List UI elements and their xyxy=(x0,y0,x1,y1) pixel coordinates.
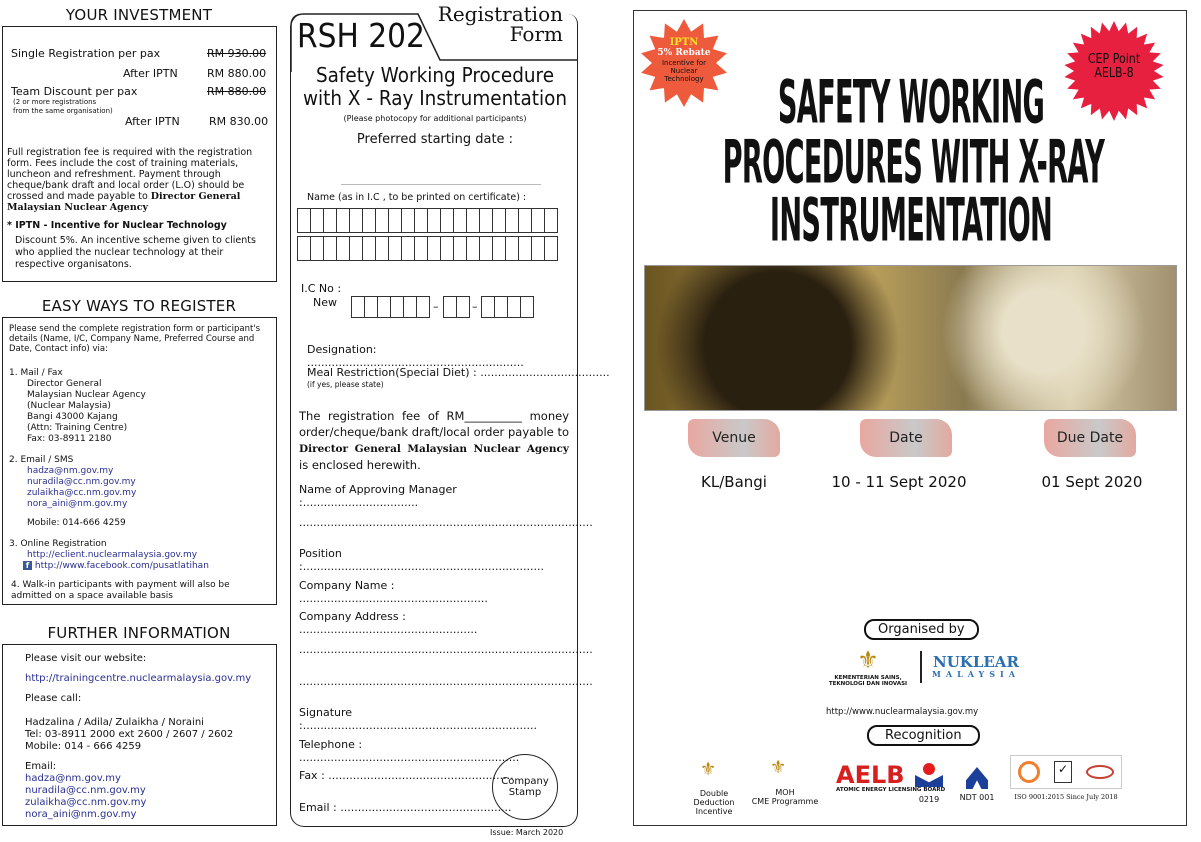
char-box[interactable] xyxy=(440,208,454,233)
mail-title: 1. Mail / Fax xyxy=(9,368,63,378)
recognition-label: Recognition xyxy=(867,725,980,746)
char-box[interactable] xyxy=(362,236,376,261)
ic-field-part-1[interactable] xyxy=(351,296,429,318)
email-label: Email: xyxy=(25,761,57,772)
iptn-text: Discount 5%. An incentive scheme given to clients who applied the nuclear technology at their respective organisatons. xyxy=(15,235,256,270)
company-name-field[interactable]: Company Name : ...................................................... xyxy=(299,579,488,605)
contact-names: Hadzalina / Adila/ Zulaikha / Noraini xyxy=(25,717,204,728)
ic-new-label: New xyxy=(313,296,337,309)
team-note: (2 or more registrations xyxy=(13,98,97,106)
fee-statement: The registration fee of RM__________ money order/cheque/bank draft/local order payable to Director General Malaysian Nuclear Agency is enclosed herewith. xyxy=(299,409,569,472)
char-box[interactable] xyxy=(544,208,558,233)
char-box[interactable] xyxy=(336,208,350,233)
name-grid-row-1[interactable] xyxy=(297,208,557,233)
char-box[interactable] xyxy=(505,208,519,233)
char-box[interactable] xyxy=(403,296,417,318)
char-box[interactable] xyxy=(466,208,480,233)
char-box[interactable] xyxy=(401,208,415,233)
signature-field[interactable]: Signature :................................................................... xyxy=(299,706,537,732)
char-box[interactable] xyxy=(310,208,324,233)
team-new-price: RM 830.00 xyxy=(209,115,269,128)
char-box[interactable] xyxy=(440,236,454,261)
email-title: 2. Email / SMS xyxy=(9,455,74,465)
char-box[interactable] xyxy=(427,208,441,233)
char-box[interactable] xyxy=(351,296,365,318)
single-label: Single Registration per pax xyxy=(11,47,161,60)
coat-of-arms-icon: ⚜ xyxy=(770,757,787,778)
facebook-icon: f xyxy=(23,561,32,570)
char-box[interactable] xyxy=(518,236,532,261)
char-box[interactable] xyxy=(518,208,532,233)
photocopy-note: (Please photocopy for additional participants) xyxy=(343,114,527,123)
char-box[interactable] xyxy=(481,296,495,318)
char-box[interactable] xyxy=(531,236,545,261)
course-title-line-3: INSTRUMENTATION xyxy=(769,186,1053,256)
email-link[interactable]: nuradila@cc.nm.gov.my xyxy=(25,785,146,796)
logo-divider xyxy=(920,651,922,683)
visit-text: Please visit our website: xyxy=(25,653,147,664)
logo-0219-icon xyxy=(915,763,943,787)
char-box[interactable] xyxy=(388,236,402,261)
char-box[interactable] xyxy=(427,236,441,261)
moh-cme-label: MOH CME Programme xyxy=(751,788,819,806)
website-link[interactable]: http://trainingcentre.nuclearmalaysia.gov.my xyxy=(25,673,252,684)
char-box[interactable] xyxy=(349,236,363,261)
email-link[interactable]: hadza@nm.gov.my xyxy=(25,773,121,784)
char-box[interactable] xyxy=(310,236,324,261)
char-box[interactable] xyxy=(453,236,467,261)
issue-date: Issue: March 2020 xyxy=(490,828,564,837)
team-old-price: RM 880.00 xyxy=(207,85,267,98)
char-box[interactable] xyxy=(531,208,545,233)
form-code: RSH 202 xyxy=(297,16,425,55)
coat-of-arms-icon: ⚜ xyxy=(700,759,717,780)
date-label: Date xyxy=(860,419,952,457)
char-box[interactable] xyxy=(414,236,428,261)
email-link[interactable]: zulaikha@cc.nm.gov.my xyxy=(25,797,147,808)
fax-field[interactable]: Fax : ..................................................... xyxy=(299,769,514,782)
coat-of-arms-icon: ⚜ xyxy=(857,646,879,674)
char-box[interactable] xyxy=(520,296,534,318)
preferred-date-label: Preferred starting date : xyxy=(356,132,514,147)
investment-box xyxy=(2,26,277,282)
char-box[interactable] xyxy=(323,236,337,261)
course-title: Safety Working Procedure with X - Ray Instrumentation xyxy=(303,63,567,110)
char-box[interactable] xyxy=(479,236,493,261)
company-address-line2[interactable]: .................................................................................... xyxy=(299,643,593,656)
form-tab-title: Registration Form xyxy=(437,2,563,46)
email-link[interactable]: zulaikha@cc.nm.gov.my xyxy=(27,488,137,498)
name-grid-row-2[interactable] xyxy=(297,236,557,261)
char-box[interactable] xyxy=(492,236,506,261)
further-box xyxy=(2,644,277,826)
register-heading: EASY WAYS TO REGISTER xyxy=(41,297,237,315)
single-new-price: RM 880.00 xyxy=(207,67,267,80)
company-stamp-area: Company Stamp xyxy=(492,754,558,820)
email-link[interactable]: hadza@nm.gov.my xyxy=(27,466,114,476)
ndt-code: NDT 001 xyxy=(959,793,995,802)
char-box[interactable] xyxy=(390,296,404,318)
organiser-url[interactable]: http://www.nuclearmalaysia.gov.my xyxy=(826,707,979,717)
xray-photo xyxy=(644,265,1177,411)
designation-field[interactable]: Designation: .............................................................. xyxy=(307,343,524,369)
ic-dash: – xyxy=(433,300,439,313)
course-title-line-2: PROCEDURES WITH X-RAY xyxy=(722,128,1105,198)
char-box[interactable] xyxy=(414,208,428,233)
char-box[interactable] xyxy=(507,296,521,318)
contact-tel: Tel: 03-8911 2000 ext 2600 / 2607 / 2602 xyxy=(25,729,234,740)
char-box[interactable] xyxy=(492,208,506,233)
char-box[interactable] xyxy=(505,236,519,261)
char-box[interactable] xyxy=(364,296,378,318)
cep-badge-text: CEP Point AELB-8 xyxy=(1087,52,1141,81)
char-box[interactable] xyxy=(443,296,457,318)
char-box[interactable] xyxy=(375,208,389,233)
iptn-title: * IPTN - Incentive for Nuclear Technology xyxy=(7,220,227,231)
char-box[interactable] xyxy=(466,236,480,261)
date-value: 10 - 11 Sept 2020 xyxy=(831,473,967,491)
approving-manager-field-line2[interactable]: .................................................................................... xyxy=(299,516,593,529)
course-title-cover xyxy=(634,11,1188,261)
char-box[interactable] xyxy=(388,208,402,233)
venue-value: KL/Bangi xyxy=(701,473,767,491)
online-link[interactable]: http://eclient.nuclearmalaysia.gov.my xyxy=(27,550,198,560)
facebook-link[interactable]: http://www.facebook.com/pusatlatihan xyxy=(34,561,209,571)
company-address-field[interactable]: Company Address : ................................................... xyxy=(299,610,478,636)
investment-heading: YOUR INVESTMENT xyxy=(65,6,213,24)
iso-text: ISO 9001:2015 Since July 2018 xyxy=(1014,793,1118,801)
after-iptn-label: After IPTN xyxy=(125,115,180,128)
further-heading: FURTHER INFORMATION xyxy=(47,624,231,642)
ic-label: I.C No : xyxy=(301,282,342,295)
organised-by-label: Organised by xyxy=(864,619,979,640)
email-link[interactable]: nuradila@cc.nm.gov.my xyxy=(27,477,136,487)
ministry-logo: ⚜ KEMENTERIAN SAINS, TEKNOLOGI DAN INOVASI xyxy=(824,645,912,699)
char-box[interactable] xyxy=(377,296,391,318)
name-label: Name (as in I.C , to be printed on certificate) : xyxy=(307,192,527,203)
char-box[interactable] xyxy=(375,236,389,261)
team-note: from the same organisation) xyxy=(13,107,113,115)
team-label: Team Discount per pax xyxy=(11,85,138,98)
char-box[interactable] xyxy=(336,236,350,261)
ndt-logo-icon xyxy=(966,767,988,789)
ukas-check-icon: ✓ xyxy=(1054,761,1072,783)
email-field[interactable]: Email : ................................................. xyxy=(299,801,512,814)
meal-note: (if yes, please state) xyxy=(307,380,384,389)
ic-field-part-3[interactable] xyxy=(481,296,533,318)
iso-logos xyxy=(1010,755,1122,789)
char-box[interactable] xyxy=(494,296,508,318)
online-title: 3. Online Registration xyxy=(9,539,107,549)
register-mobile: Mobile: 014-666 4259 xyxy=(27,518,126,528)
venue-label: Venue xyxy=(688,419,780,457)
mail-address: Director General Malaysian Nuclear Agency (Nuclear Malaysia) Bangi 43000 Kajang (Attn: Training Centre) Fax: 03-8911 2180 xyxy=(27,379,146,444)
due-date-value: 01 Sept 2020 xyxy=(1041,473,1143,491)
after-iptn-label: After IPTN xyxy=(123,67,178,80)
char-box[interactable] xyxy=(323,208,337,233)
nuklear-malaysia-logo: NUKLEAR MALAYSIA xyxy=(932,653,1020,679)
due-date-label: Due Date xyxy=(1044,419,1136,457)
char-box[interactable] xyxy=(297,236,311,261)
ic-field-part-2[interactable] xyxy=(443,296,469,318)
preferred-date-field[interactable] xyxy=(341,184,541,185)
call-text: Please call: xyxy=(25,693,82,704)
char-box[interactable] xyxy=(453,208,467,233)
char-box[interactable] xyxy=(544,236,558,261)
contact-mobile: Mobile: 014 - 666 4259 xyxy=(25,741,142,752)
aelb-logo: AELB ATOMIC ENERGY LICENSING BOARD xyxy=(836,761,946,793)
course-title-line-1: SAFETY WORKING xyxy=(777,68,1045,138)
double-deduction-label: Double Deduction Incentive xyxy=(693,789,735,816)
char-box[interactable] xyxy=(416,296,430,318)
single-old-price: RM 930.00 xyxy=(207,47,267,60)
sgs-icon xyxy=(1018,761,1040,783)
walkin-text: 4. Walk-in participants with payment will also be admitted on a space available basis xyxy=(11,580,230,601)
char-box[interactable] xyxy=(401,236,415,261)
approving-manager-field[interactable]: Name of Approving Manager :................................. xyxy=(299,483,457,509)
char-box[interactable] xyxy=(479,208,493,233)
company-address-line3[interactable]: .................................................................................... xyxy=(299,675,593,688)
meal-field[interactable]: Meal Restriction(Special Diet) : ..................................... xyxy=(307,366,610,379)
char-box[interactable] xyxy=(297,208,311,233)
code-0219: 0219 xyxy=(918,795,940,804)
email-link[interactable]: nora_aini@nm.gov.my xyxy=(25,809,137,820)
email-link[interactable]: nora_aini@nm.gov.my xyxy=(27,499,128,509)
char-box[interactable] xyxy=(362,208,376,233)
cover-panel xyxy=(633,10,1187,826)
cert-icon xyxy=(1086,765,1114,779)
telephone-field[interactable]: Telephone : ............................................................... xyxy=(299,738,520,764)
registration-form xyxy=(290,2,610,827)
ic-dash: – xyxy=(472,300,478,313)
iptn-badge-text: IPTN 5% Rebate Incentive for Nuclear Technology xyxy=(657,37,711,83)
register-box xyxy=(2,317,277,605)
register-intro: Please send the complete registration form or participant's details (Name, I/C, Company Name, Preferred Course and Date, Contact info) via: xyxy=(9,324,261,354)
fee-text: Full registration fee is required with the registration form. Fees include the cost of training materials, luncheon and refreshment. Payment through cheque/bank draft and local order (L.O) should be crossed and made payable to Director General Malaysian Nuclear Agency xyxy=(7,147,253,213)
position-field[interactable]: Position :..................................................................... xyxy=(299,547,544,573)
char-box[interactable] xyxy=(349,208,363,233)
char-box[interactable] xyxy=(456,296,470,318)
